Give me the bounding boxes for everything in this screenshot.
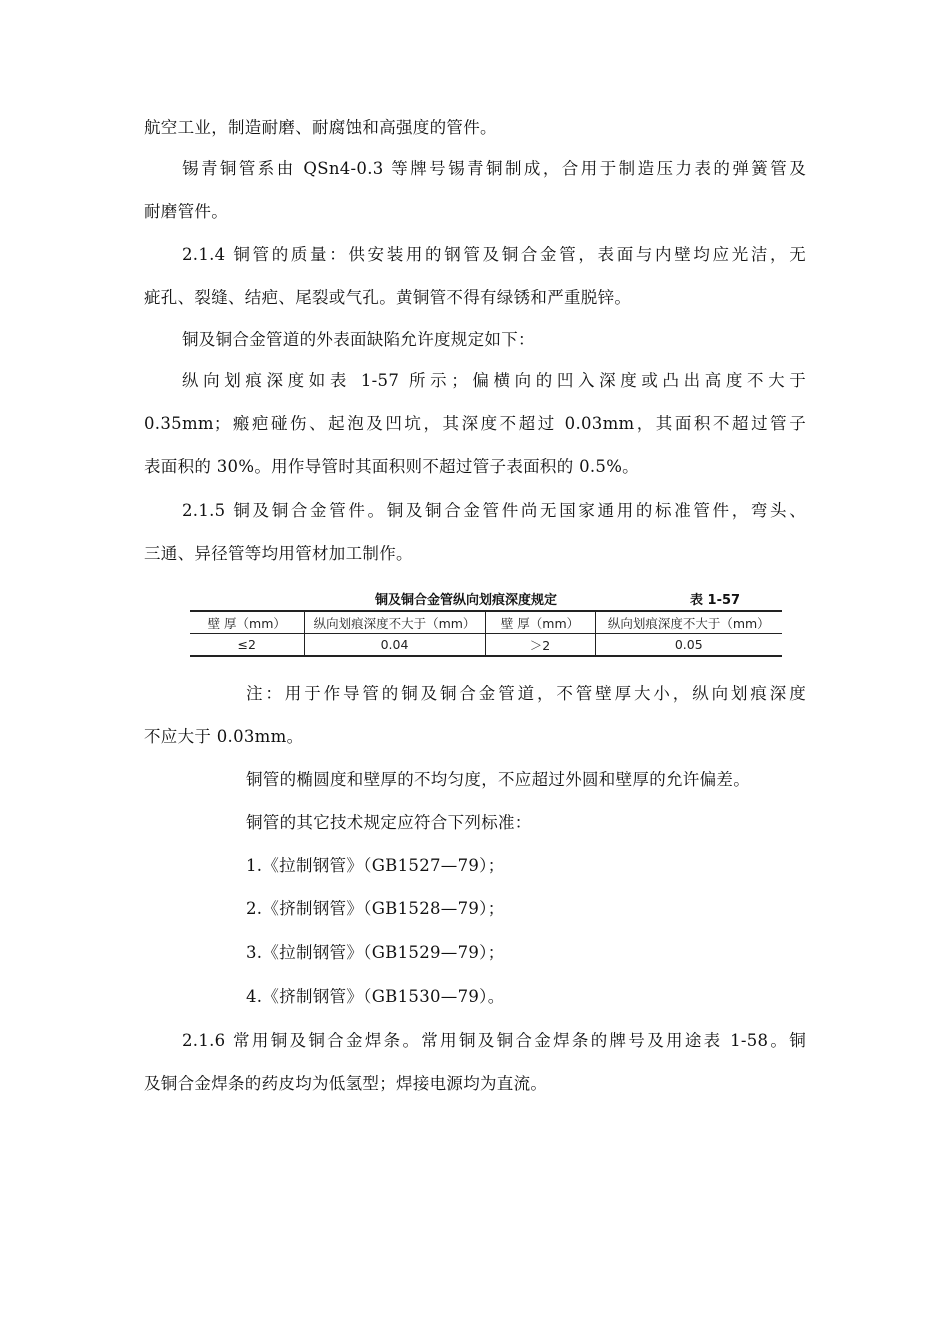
paragraph-line: 三通、异径管等均用管材加工制作。 <box>144 544 413 563</box>
table-number: 表 1-57 <box>690 593 741 608</box>
paragraph-line: 铜管的其它技术规定应符合下列标准： <box>246 813 532 832</box>
table-header-cell: 壁 厚（mm） <box>485 611 595 634</box>
table-cell: 0.05 <box>595 634 782 657</box>
table-header-cell: 纵向划痕深度不大于（mm） <box>595 611 782 634</box>
note-line: 不应大于 0.03mm。 <box>144 727 304 746</box>
paragraph-line: 锡青铜管系由 QSn4-0.3 等牌号锡青铜制成，合用于制造压力表的弹簧管及 <box>182 159 806 178</box>
paragraph-line: 2.1.5 铜及铜合金管件。铜及铜合金管件尚无国家通用的标准管件，弯头、 <box>182 501 806 520</box>
note-line: 注：用于作导管的铜及铜合金管道，不管壁厚大小，纵向划痕深度 <box>246 684 806 703</box>
standard-list-item: 2.《挤制钢管》（GB1528—79）； <box>246 899 505 918</box>
paragraph-line: 2.1.4 铜管的质量：供安装用的钢管及铜合金管，表面与内壁均应光洁，无 <box>182 245 806 264</box>
table-cell: ≤2 <box>190 634 304 657</box>
table-title: 铜及铜合金管纵向划痕深度规定 <box>375 593 558 608</box>
paragraph-line: 铜管的椭圆度和壁厚的不均匀度，不应超过外圆和壁厚的允许偏差。 <box>246 770 750 789</box>
table-header-cell: 纵向划痕深度不大于（mm） <box>304 611 485 634</box>
table-cell: 0.04 <box>304 634 485 657</box>
paragraph-line: 及铜合金焊条的药皮均为低氢型；焊接电源均为直流。 <box>144 1074 548 1093</box>
scratch-depth-table <box>190 610 782 657</box>
paragraph-line: 铜及铜合金管道的外表面缺陷允许度规定如下： <box>182 330 535 349</box>
paragraph-line: 纵向划痕深度如表 1-57 所示；偏横向的凹入深度或凸出高度不大于 <box>182 371 806 390</box>
paragraph-line: 疵孔、裂缝、结疤、尾裂或气孔。黄铜管不得有绿锈和严重脱锌。 <box>144 288 632 307</box>
paragraph-line: 0.35mm；瘢疤碰伤、起泡及凹坑，其深度不超过 0.03mm，其面积不超过管子 <box>144 414 806 433</box>
table-cell: ＞2 <box>485 634 595 657</box>
standard-list-item: 1.《拉制钢管》（GB1527—79）； <box>246 856 505 875</box>
paragraph-line: 表面积的 30%。用作导管时其面积则不超过管子表面积的 0.5%。 <box>144 457 639 476</box>
paragraph-line: 2.1.6 常用铜及铜合金焊条。常用铜及铜合金焊条的牌号及用途表 1-58。铜 <box>182 1031 806 1050</box>
standard-list-item: 3.《拉制钢管》（GB1529—79）； <box>246 943 505 962</box>
table-row <box>190 634 782 657</box>
paragraph-line: 耐磨管件。 <box>144 202 228 221</box>
table-header-cell: 壁 厚（mm） <box>190 611 304 634</box>
table-header-row <box>190 611 782 634</box>
paragraph-line: 航空工业，制造耐磨、耐腐蚀和高强度的管件。 <box>144 118 497 137</box>
standard-list-item: 4.《挤制钢管》（GB1530—79）。 <box>246 987 505 1006</box>
